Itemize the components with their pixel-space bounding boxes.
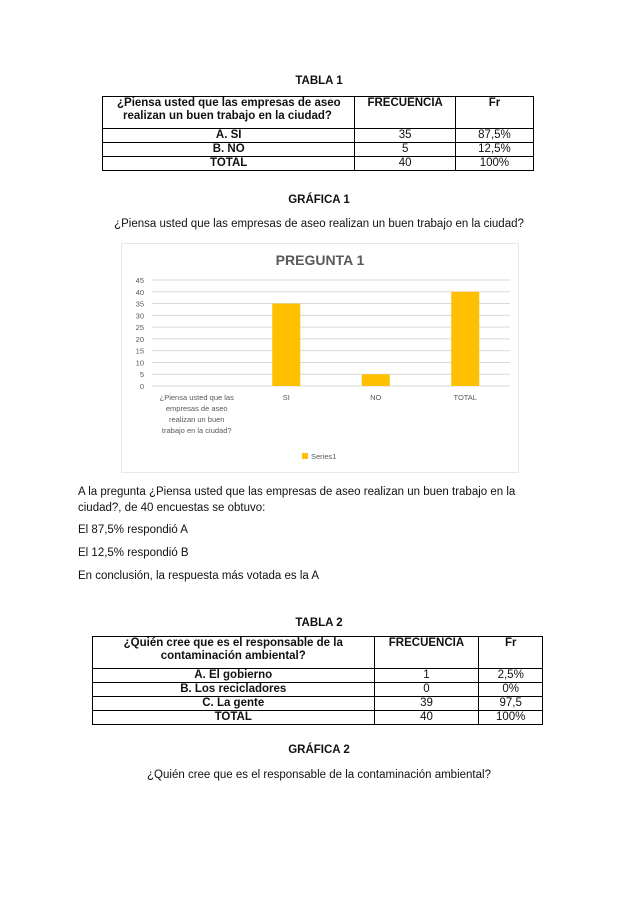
table1-row-fr: 100% bbox=[455, 157, 533, 171]
table1-row-label: TOTAL bbox=[103, 157, 355, 171]
table-row bbox=[103, 97, 534, 129]
table1-row-freq: 5 bbox=[355, 143, 456, 157]
grafica1-question: ¿Piensa usted que las empresas de aseo realizan un buen trabajo en la ciudad? bbox=[114, 218, 524, 230]
y-tick-label: 40 bbox=[135, 287, 144, 297]
bar bbox=[451, 292, 479, 386]
x-tick-label: realizan un buen bbox=[169, 415, 225, 424]
conclusion1-intro-line2: ciudad?, de 40 encuestas se obtuvo: bbox=[78, 502, 266, 514]
table2-row-freq: 39 bbox=[374, 697, 479, 711]
y-tick-label: 35 bbox=[135, 299, 144, 309]
conclusion1-conclusion: En conclusión, la respuesta más votada es la A bbox=[78, 570, 320, 582]
legend-label: Series1 bbox=[311, 452, 337, 461]
bar bbox=[272, 304, 300, 386]
y-tick-label: 10 bbox=[135, 358, 144, 368]
table1-row-label: A. SI bbox=[103, 129, 355, 143]
grafica1-title: GRÁFICA 1 bbox=[288, 194, 350, 206]
table1-row-fr: 12,5% bbox=[455, 143, 533, 157]
grafica2-question: ¿Quién cree que es el responsable de la contaminación ambiental? bbox=[147, 769, 491, 781]
table1-col-frecuencia: FRECUENCIA bbox=[355, 97, 456, 129]
table2-row-freq: 0 bbox=[374, 683, 479, 697]
table2-row-freq: 40 bbox=[374, 711, 479, 725]
table-row bbox=[93, 637, 543, 669]
y-tick-label: 0 bbox=[139, 382, 144, 391]
x-tick-label: TOTAL bbox=[453, 393, 477, 402]
table-row bbox=[103, 129, 534, 143]
table-row bbox=[93, 711, 543, 725]
table2-row-label: B. Los recicladores bbox=[93, 683, 375, 697]
table2-row-fr: 2,5% bbox=[479, 669, 543, 683]
y-tick-label: 15 bbox=[135, 346, 144, 356]
table1 bbox=[102, 96, 534, 171]
table2-col-frecuencia: FRECUENCIA bbox=[374, 637, 479, 669]
table2-question-cell bbox=[93, 637, 375, 669]
table2-row-label: A. El gobierno bbox=[93, 669, 375, 683]
x-tick-label: SI bbox=[282, 393, 290, 402]
x-tick-label: NO bbox=[370, 393, 382, 402]
y-tick-label: 5 bbox=[139, 370, 144, 380]
table1-row-freq: 40 bbox=[355, 157, 456, 171]
legend-swatch bbox=[302, 453, 308, 459]
chart-title: PREGUNTA 1 bbox=[275, 252, 365, 268]
y-tick-label: 25 bbox=[135, 323, 144, 333]
table-row bbox=[103, 157, 534, 171]
conclusion1-intro-line1: A la pregunta ¿Piensa usted que las empresas de aseo realizan un buen trabajo en la bbox=[78, 486, 516, 498]
table1-col-fr: Fr bbox=[455, 97, 533, 129]
table1-row-freq: 35 bbox=[355, 129, 456, 143]
table1-row-label: B. NO bbox=[103, 143, 355, 157]
grafica2-title: GRÁFICA 2 bbox=[288, 744, 350, 756]
table2-row-fr: 0% bbox=[479, 683, 543, 697]
table1-title: TABLA 1 bbox=[295, 75, 343, 87]
table-row bbox=[93, 669, 543, 683]
table-row bbox=[93, 697, 543, 711]
x-tick-label: ¿Piensa usted que las bbox=[159, 393, 234, 402]
table2-row-fr: 100% bbox=[479, 711, 543, 725]
y-tick-label: 30 bbox=[135, 311, 144, 321]
table1-row-fr: 87,5% bbox=[455, 129, 533, 143]
chart-container bbox=[121, 243, 519, 473]
table-row bbox=[103, 143, 534, 157]
table1-question-line2: realizan un buen trabajo en la ciudad? bbox=[123, 110, 332, 122]
bar bbox=[362, 374, 390, 386]
conclusion1-line-b: El 12,5% respondió B bbox=[78, 547, 189, 559]
table-row bbox=[93, 683, 543, 697]
table2-question-line1: ¿Quién cree que es el responsable de la bbox=[123, 637, 343, 649]
bar-chart bbox=[122, 244, 518, 472]
table2-col-fr: Fr bbox=[479, 637, 543, 669]
table1-question-line1: ¿Piensa usted que las empresas de aseo bbox=[117, 97, 341, 109]
table2-row-freq: 1 bbox=[374, 669, 479, 683]
conclusion1-intro bbox=[78, 484, 548, 516]
table2-row-label: TOTAL bbox=[93, 711, 375, 725]
table1-question-cell bbox=[103, 97, 355, 129]
table2-title: TABLA 2 bbox=[295, 617, 343, 629]
table2-question-line2: contaminación ambiental? bbox=[160, 650, 306, 662]
table2 bbox=[92, 636, 543, 725]
x-tick-label: empresas de aseo bbox=[165, 404, 228, 413]
table2-row-label: C. La gente bbox=[93, 697, 375, 711]
y-tick-label: 20 bbox=[135, 334, 144, 344]
conclusion1-line-a: El 87,5% respondió A bbox=[78, 524, 188, 536]
y-tick-label: 45 bbox=[135, 276, 144, 285]
table2-row-fr: 97,5 bbox=[479, 697, 543, 711]
x-tick-label: trabajo en la ciudad? bbox=[161, 426, 232, 435]
